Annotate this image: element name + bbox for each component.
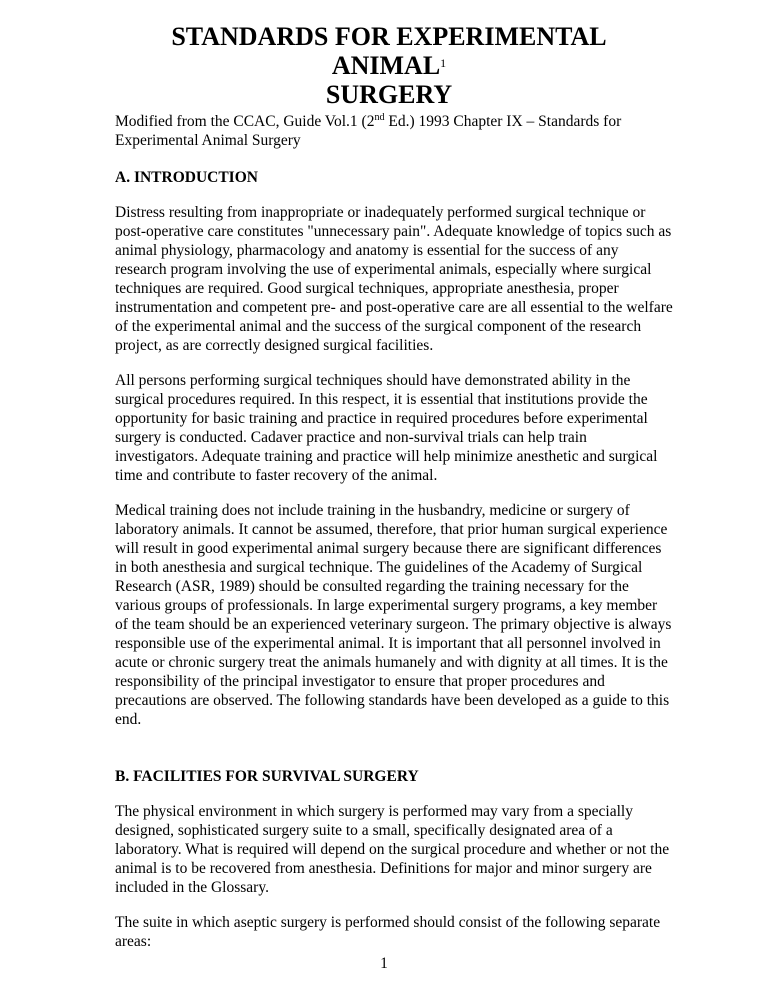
text-line: Distress resulting from inappropriate or inadequately performed surgical technique or (115, 204, 646, 221)
section-a-heading: A. INTRODUCTION (115, 169, 258, 186)
text-line: animal is to be recovered from anesthesia. Definitions for major and minor surgery are (115, 860, 652, 877)
text-line: Research (ASR, 1989) should be consulted regarding the training necessary for the (115, 578, 629, 595)
section-b-paragraph (115, 802, 670, 897)
text-line: surgical procedures required. In this respect, it is essential that institutions provide the (115, 391, 648, 408)
title-line-2: SURGERY (325, 80, 453, 109)
text-line: laboratory. What is required will depend on the surgical procedure and whether or not the (115, 841, 670, 858)
title-line-1: STANDARDS FOR EXPERIMENTAL ANIMAL (171, 22, 607, 80)
text-line: in both anesthesia and surgical technique. The guidelines of the Academy of Surgical (115, 559, 643, 576)
text-line: areas: (115, 933, 152, 950)
subtitle-line-2: Experimental Animal Surgery (115, 132, 301, 149)
text-line: animal physiology, pharmacology and anatomy is essential for the success of any (115, 242, 619, 259)
subtitle-part-2: Ed.) 1993 Chapter IX – Standards for (384, 113, 622, 130)
text-line: responsibility of the principal investigator to ensure that proper procedures and (115, 673, 605, 690)
text-line: surgery is conducted. Cadaver practice and non-survival trials can help train (115, 429, 587, 446)
text-line: techniques are required. Good surgical techniques, appropriate anesthesia, proper (115, 280, 619, 297)
text-line: All persons performing surgical techniques should have demonstrated ability in the (115, 372, 631, 389)
section-a-paragraph (115, 501, 672, 729)
title-footnote-mark: 1 (440, 56, 447, 70)
text-line: investigators. Adequate training and practice will help minimize anesthetic and surgical (115, 448, 658, 465)
text-line: The physical environment in which surgery is performed may vary from a specially (115, 803, 633, 820)
text-line: research program involving the use of experimental animals, especially where surgical (115, 261, 652, 278)
text-line: time and contribute to faster recovery of the animal. (115, 467, 438, 484)
section-b-paragraph (115, 913, 661, 951)
text-line: laboratory animals. It cannot be assumed, therefore, that prior human surgical experience (115, 521, 668, 538)
text-line: responsible use of the experimental animal. It is important that all personnel involved in (115, 635, 661, 652)
text-line: included in the Glossary. (115, 879, 269, 896)
text-line: The suite in which aseptic surgery is performed should consist of the following separate (115, 914, 661, 931)
section-a-paragraph (115, 371, 661, 485)
text-line: of the experimental animal and the success of the surgical component of the research (115, 318, 642, 335)
section-a-paragraph (115, 203, 673, 355)
text-line: post-operative care constitutes "unnecessary pain". Adequate knowledge of topics such as (115, 223, 672, 240)
subtitle-part-1: Modified from the CCAC, Guide Vol.1 (2 (115, 113, 375, 130)
text-line: precautions are observed. The following standards have been developed as a guide to this (115, 692, 670, 709)
subtitle-superscript: nd (374, 111, 385, 123)
text-line: instrumentation and competent pre- and post-operative care are all essential to the welfare (115, 299, 673, 316)
text-line: end. (115, 711, 142, 728)
page-number: 1 (380, 955, 388, 972)
text-line: various groups of professionals. In large experimental surgery programs, a key member (115, 597, 658, 614)
text-line: of the team should be an experienced veterinary surgeon. The primary objective is always (115, 616, 672, 633)
section-b-heading: B. FACILITIES FOR SURVIVAL SURGERY (115, 768, 419, 785)
text-line: acute or chronic surgery treat the animals humanely and with dignity at all times. It is the (115, 654, 668, 671)
text-line: designed, sophisticated surgery suite to a small, specifically designated area of a (115, 822, 613, 839)
text-line: opportunity for basic training and practice in required procedures before experimental (115, 410, 648, 427)
text-line: project, as are correctly designed surgical facilities. (115, 337, 434, 354)
text-line: Medical training does not include training in the husbandry, medicine or surgery of (115, 502, 630, 519)
document-subtitle (115, 112, 661, 150)
text-line: will result in good experimental animal surgery because there are significant differences (115, 540, 662, 557)
document-title (115, 22, 661, 109)
document-page (115, 22, 673, 951)
